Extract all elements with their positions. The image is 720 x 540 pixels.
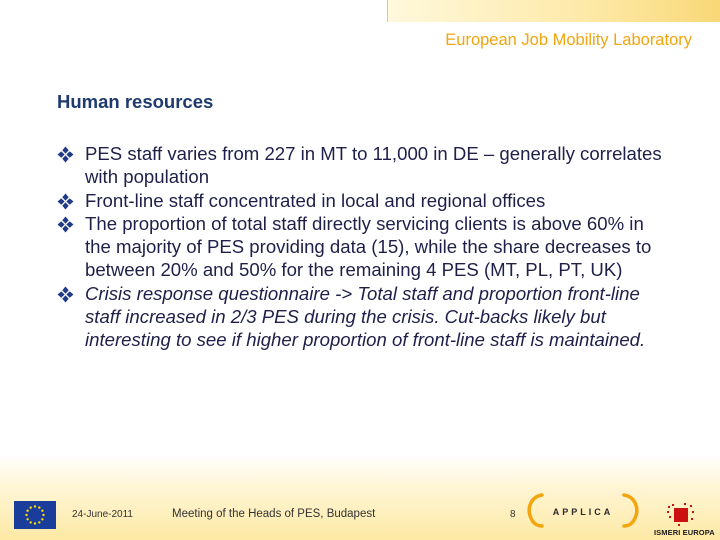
applica-logo [524,492,642,528]
eu-flag-icon [14,501,56,529]
bullet-item [57,189,667,212]
bullet-item [57,142,667,189]
header-title: European Job Mobility Laboratory [445,31,692,49]
bullet-text: Crisis response questionnaire -> Total staff and proportion front-line staff increased in 2/3 PES during the crisis. Cut-backs likely but interesting to see if higher proportion of front-line staff is maintained. [85,282,646,351]
bullet-text: Front-line staff concentrated in local and regional offices [85,189,546,211]
applica-logo-text: APPLICA [552,507,614,517]
slide-title: Human resources [57,91,214,112]
diamond-bullet-icon [57,193,74,210]
diamond-bullet-icon [57,146,74,163]
header-divider [387,0,388,22]
diamond-bullet-icon [57,286,74,303]
bullet-text: The proportion of total staff directly servicing clients is above 60% in the majority of PES providing data (15), while the share decreases to between 20% and 50% for the remaining 4 PES (MT, PL, PT, UK) [85,212,652,281]
bullet-item [57,212,667,282]
diamond-bullet-icon [57,216,74,233]
page-number: 8 [510,509,516,520]
header-band [387,0,720,22]
bullet-item [57,282,667,352]
bullet-text: PES staff varies from 227 in MT to 11,000 in DE – generally correlates with population [85,143,662,188]
bullet-list [57,142,667,352]
ismeri-europa-label: ISMERI EUROPA [654,528,715,537]
footer-date: 24-June-2011 [72,509,133,520]
footer-event: Meeting of the Heads of PES, Budapest [172,508,376,520]
